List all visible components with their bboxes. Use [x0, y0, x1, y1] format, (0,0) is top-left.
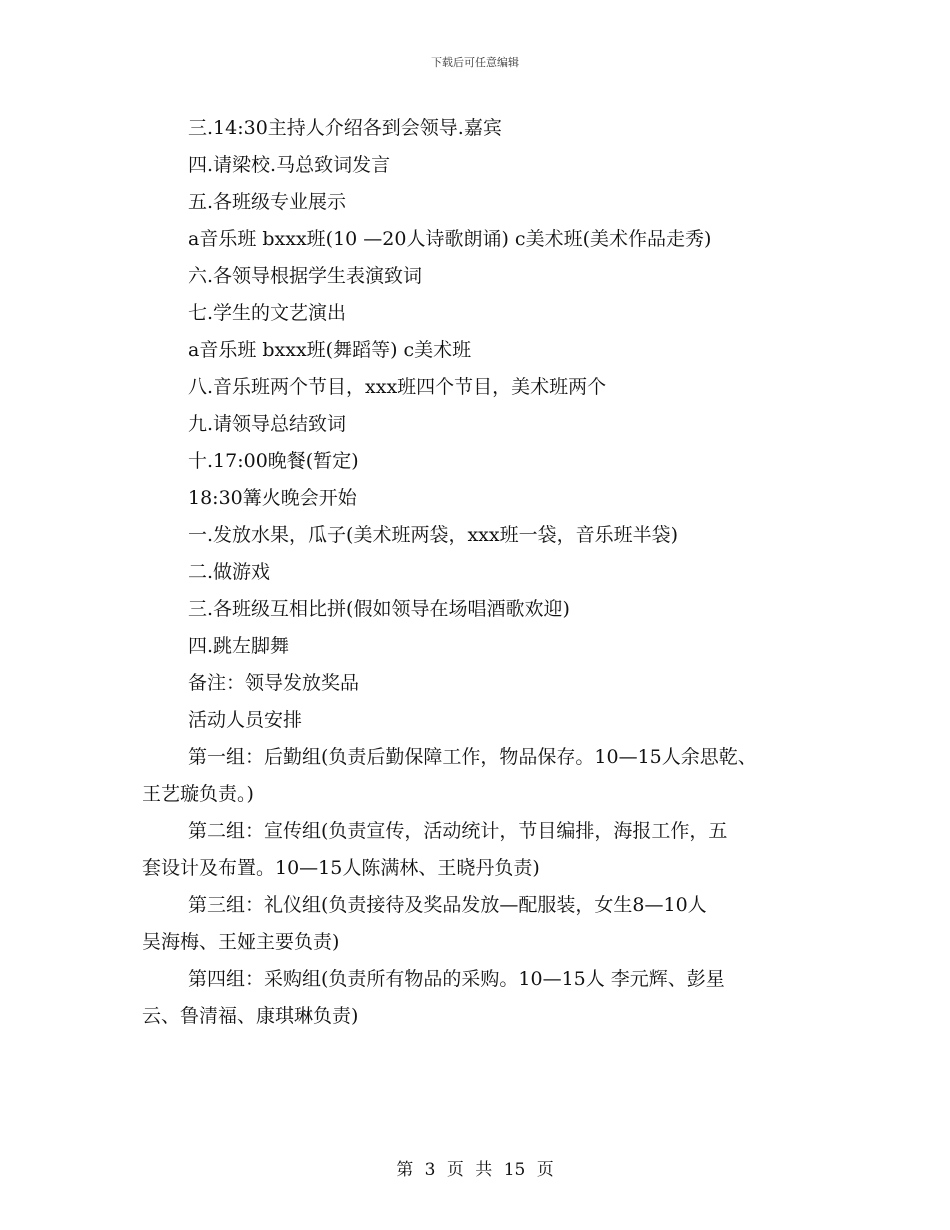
paragraph-line: 九.请领导总结致词: [188, 413, 347, 435]
paragraph-line: 王艺璇负责。): [142, 783, 254, 805]
paragraph-line: 三.各班级互相比拼(假如领导在场唱酒歌欢迎): [188, 598, 570, 620]
paragraph-line: 六.各领导根据学生表演致词: [188, 265, 423, 287]
page-header: 下载后可任意编辑: [431, 56, 519, 69]
paragraph-line: 活动人员安排: [188, 709, 303, 731]
paragraph-line: a音乐班 bxxx班(10 —20人诗歌朗诵) c美术班(美术作品走秀): [188, 228, 712, 250]
paragraph-line: 第二组：宣传组(负责宣传，活动统计，节目编排，海报工作，五: [188, 820, 728, 842]
paragraph-line: 第四组：采购组(负责所有物品的采购。10—15人 李元辉、彭星: [188, 968, 725, 990]
paragraph-line: 一.发放水果，瓜子(美术班两袋，xxx班一袋，音乐班半袋): [188, 524, 679, 546]
paragraph-line: 云、鲁清福、康琪琳负责): [142, 1005, 359, 1027]
paragraph-line: 第三组：礼仪组(负责接待及奖品发放—配服装，女生8—10人: [188, 894, 707, 916]
paragraph-line: 备注：领导发放奖品: [188, 672, 360, 694]
paragraph-line: 五.各班级专业展示: [188, 191, 347, 213]
paragraph-line: 十.17:00晚餐(暂定): [188, 450, 359, 472]
paragraph-line: 四.请梁校.马总致词发言: [188, 154, 391, 176]
document-body: [142, 110, 814, 1035]
paragraph-line: 吴海梅、王娅主要负责): [142, 931, 340, 953]
paragraph-line: 第一组：后勤组(负责后勤保障工作，物品保存。10—15人余思乾、: [188, 746, 757, 768]
paragraph-line: 套设计及布置。10—15人陈满林、王晓丹负责): [142, 857, 540, 879]
paragraph-line: 八.音乐班两个节目，xxx班四个节目，美术班两个: [188, 376, 607, 398]
paragraph-line: 18:30篝火晚会开始: [188, 487, 357, 509]
paragraph-line: 三.14:30主持人介绍各到会领导.嘉宾: [188, 117, 502, 139]
paragraph-line: 二.做游戏: [188, 561, 271, 583]
paragraph-line: 七.学生的文艺演出: [188, 302, 347, 324]
paragraph-line: a音乐班 bxxx班(舞蹈等) c美术班: [188, 339, 472, 361]
paragraph-line: 四.跳左脚舞: [188, 635, 290, 657]
page-footer: 第 3 页 共 15 页: [396, 1160, 554, 1180]
